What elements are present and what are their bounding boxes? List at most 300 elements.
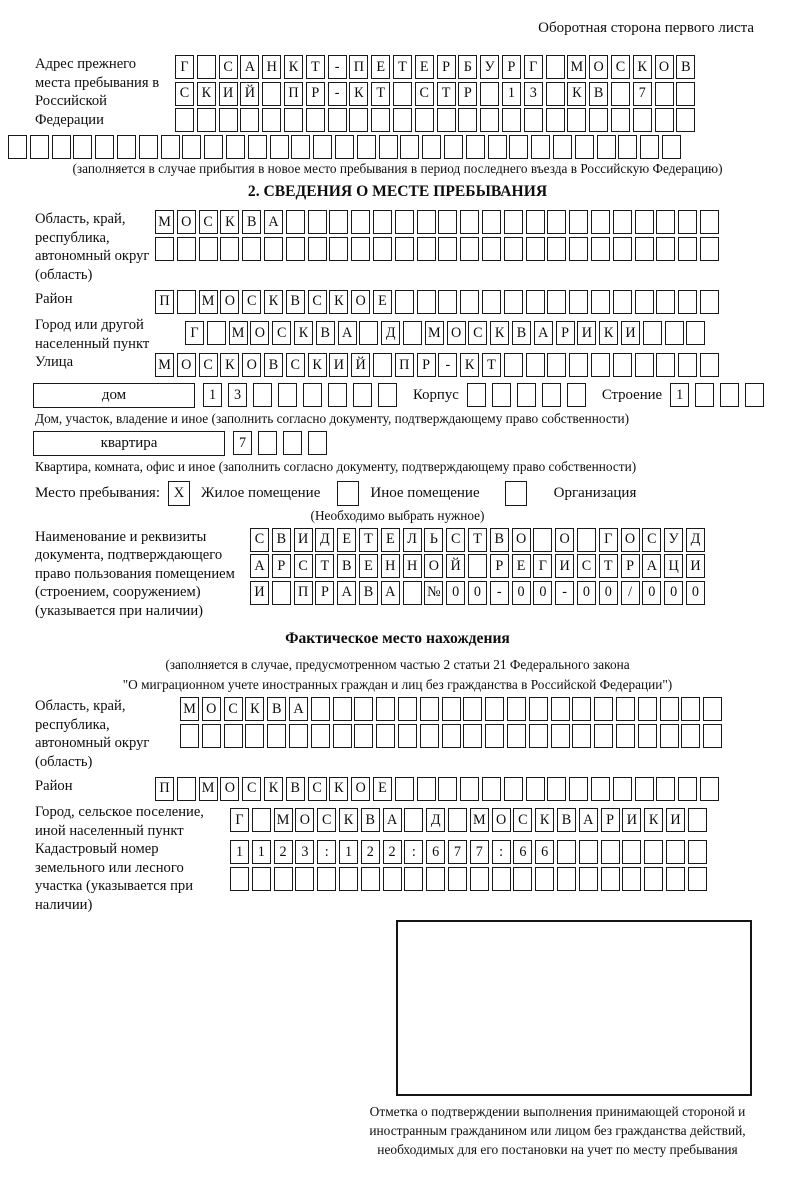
char-box[interactable] [278,383,297,407]
char-box[interactable]: П [294,581,313,605]
char-box[interactable] [591,777,610,801]
char-box[interactable]: О [512,528,531,552]
char-box[interactable] [262,82,281,106]
char-box[interactable]: А [534,321,553,345]
char-box[interactable] [361,867,380,891]
char-box[interactable] [438,290,457,314]
char-box[interactable]: С [242,290,261,314]
char-box[interactable] [117,135,136,159]
char-box[interactable] [438,237,457,261]
char-box[interactable] [700,290,719,314]
char-box[interactable] [569,290,588,314]
char-box[interactable] [579,867,598,891]
char-box[interactable] [635,210,654,234]
char-box[interactable] [681,724,700,748]
char-box[interactable] [656,290,675,314]
char-box[interactable]: В [337,554,356,578]
char-box[interactable]: 1 [670,383,689,407]
char-box[interactable] [376,724,395,748]
char-box[interactable]: В [264,353,283,377]
char-box[interactable]: С [219,55,238,79]
char-box[interactable] [52,135,71,159]
char-box[interactable]: К [339,808,358,832]
char-box[interactable]: О [250,321,269,345]
char-box[interactable] [526,210,545,234]
char-box[interactable]: Р [601,808,620,832]
char-box[interactable] [703,724,722,748]
char-box[interactable]: В [267,697,286,721]
char-box[interactable] [546,82,565,106]
char-box[interactable] [504,210,523,234]
char-box[interactable]: М [425,321,444,345]
char-box[interactable] [547,353,566,377]
char-box[interactable]: И [621,321,640,345]
char-box[interactable] [655,82,674,106]
char-box[interactable]: 6 [535,840,554,864]
char-box[interactable] [333,697,352,721]
char-box[interactable]: С [308,777,327,801]
char-box[interactable] [678,353,697,377]
char-box[interactable]: Д [315,528,334,552]
char-box[interactable] [351,210,370,234]
char-box[interactable]: П [349,55,368,79]
char-box[interactable] [245,724,264,748]
char-box[interactable]: Р [621,554,640,578]
char-box[interactable] [572,697,591,721]
char-box[interactable] [656,777,675,801]
char-box[interactable]: 0 [664,581,683,605]
char-box[interactable]: 1 [502,82,521,106]
char-box[interactable] [270,135,289,159]
char-box[interactable] [448,867,467,891]
char-box[interactable]: У [480,55,499,79]
char-box[interactable]: А [289,697,308,721]
char-box[interactable]: С [446,528,465,552]
char-box[interactable] [678,210,697,234]
char-box[interactable] [463,697,482,721]
char-box[interactable]: О [621,528,640,552]
char-box[interactable] [482,777,501,801]
char-box[interactable] [155,237,174,261]
char-box[interactable]: И [686,554,705,578]
char-box[interactable]: А [264,210,283,234]
char-box[interactable] [220,237,239,261]
char-box[interactable]: К [329,290,348,314]
char-box[interactable]: В [242,210,261,234]
char-box[interactable]: М [180,697,199,721]
char-box[interactable] [547,237,566,261]
char-box[interactable]: А [381,581,400,605]
char-box[interactable] [328,108,347,132]
char-box[interactable] [517,383,536,407]
char-box[interactable] [665,321,684,345]
char-box[interactable]: 6 [513,840,532,864]
char-box[interactable] [700,353,719,377]
char-box[interactable] [139,135,158,159]
char-box[interactable]: С [317,808,336,832]
char-box[interactable]: Ц [664,554,683,578]
char-box[interactable] [618,135,637,159]
char-box[interactable]: Р [490,554,509,578]
char-box[interactable]: Р [306,82,325,106]
char-box[interactable]: К [197,82,216,106]
char-box[interactable] [535,867,554,891]
char-box[interactable]: А [337,581,356,605]
char-box[interactable] [197,55,216,79]
char-box[interactable] [438,777,457,801]
char-box[interactable] [542,383,561,407]
char-box[interactable] [333,724,352,748]
char-box[interactable]: Д [686,528,705,552]
char-box[interactable] [438,210,457,234]
char-box[interactable]: Д [426,808,445,832]
char-box[interactable]: В [359,581,378,605]
char-box[interactable] [695,383,714,407]
char-box[interactable]: Р [437,55,456,79]
char-box[interactable] [703,697,722,721]
char-box[interactable] [553,135,572,159]
char-box[interactable] [415,108,434,132]
char-box[interactable] [635,237,654,261]
char-box[interactable]: Ь [424,528,443,552]
char-box[interactable] [688,808,707,832]
char-box[interactable] [686,321,705,345]
char-box[interactable] [311,724,330,748]
char-box[interactable] [417,210,436,234]
char-box[interactable] [393,82,412,106]
char-box[interactable] [504,290,523,314]
char-box[interactable] [502,108,521,132]
char-box[interactable]: В [286,290,305,314]
char-box[interactable] [303,383,322,407]
char-box[interactable]: Т [599,554,618,578]
char-box[interactable] [662,135,681,159]
char-box[interactable] [379,135,398,159]
char-box[interactable]: К [567,82,586,106]
char-box[interactable] [376,697,395,721]
char-box[interactable]: К [308,353,327,377]
char-box[interactable]: Д [381,321,400,345]
char-box[interactable] [242,237,261,261]
char-box[interactable] [480,108,499,132]
char-box[interactable] [529,697,548,721]
char-box[interactable] [569,353,588,377]
char-box[interactable] [616,724,635,748]
char-box[interactable] [224,724,243,748]
char-box[interactable]: Й [351,353,370,377]
char-box[interactable]: О [555,528,574,552]
char-box[interactable] [258,431,277,455]
char-box[interactable] [546,108,565,132]
char-box[interactable]: 2 [274,840,293,864]
char-box[interactable]: Н [381,554,400,578]
char-box[interactable] [656,353,675,377]
char-box[interactable] [504,353,523,377]
char-box[interactable] [373,353,392,377]
char-box[interactable]: 0 [468,581,487,605]
char-box[interactable] [262,108,281,132]
char-box[interactable] [354,724,373,748]
char-box[interactable] [289,724,308,748]
char-box[interactable] [420,724,439,748]
char-box[interactable] [272,581,291,605]
char-box[interactable] [504,237,523,261]
other-premises-checkbox[interactable] [337,481,359,506]
residential-checkbox[interactable]: X [168,481,190,506]
char-box[interactable]: К [264,290,283,314]
char-box[interactable] [437,108,456,132]
char-box[interactable] [313,135,332,159]
char-box[interactable] [551,724,570,748]
char-box[interactable]: О [202,697,221,721]
char-box[interactable] [460,290,479,314]
char-box[interactable]: И [219,82,238,106]
char-box[interactable] [248,135,267,159]
char-box[interactable]: О [177,210,196,234]
char-box[interactable] [700,237,719,261]
char-box[interactable] [308,210,327,234]
char-box[interactable]: М [567,55,586,79]
char-box[interactable]: С [294,554,313,578]
char-box[interactable] [666,840,685,864]
char-box[interactable] [335,135,354,159]
char-box[interactable] [353,383,372,407]
char-box[interactable]: П [395,353,414,377]
char-box[interactable] [442,724,461,748]
char-box[interactable] [199,237,218,261]
char-box[interactable] [230,867,249,891]
char-box[interactable]: М [155,353,174,377]
char-box[interactable] [688,867,707,891]
char-box[interactable] [252,867,271,891]
char-box[interactable] [177,777,196,801]
char-box[interactable] [482,210,501,234]
char-box[interactable] [613,777,632,801]
char-box[interactable]: С [415,82,434,106]
char-box[interactable] [395,777,414,801]
char-box[interactable] [349,108,368,132]
char-box[interactable] [485,724,504,748]
char-box[interactable] [577,528,596,552]
char-box[interactable] [678,237,697,261]
char-box[interactable] [616,697,635,721]
char-box[interactable]: : [404,840,423,864]
char-box[interactable] [395,237,414,261]
char-box[interactable]: И [666,808,685,832]
char-box[interactable]: О [295,808,314,832]
char-box[interactable]: О [589,55,608,79]
char-box[interactable]: О [351,290,370,314]
char-box[interactable] [252,808,271,832]
char-box[interactable] [306,108,325,132]
char-box[interactable]: Й [240,82,259,106]
char-box[interactable] [572,724,591,748]
char-box[interactable]: С [199,210,218,234]
char-box[interactable] [613,290,632,314]
char-box[interactable]: И [294,528,313,552]
char-box[interactable] [635,353,654,377]
char-box[interactable]: С [286,353,305,377]
char-box[interactable]: У [664,528,683,552]
char-box[interactable]: 7 [448,840,467,864]
char-box[interactable]: Р [556,321,575,345]
char-box[interactable] [507,724,526,748]
char-box[interactable]: И [622,808,641,832]
char-box[interactable] [202,724,221,748]
char-box[interactable] [492,383,511,407]
char-box[interactable]: Е [373,290,392,314]
char-box[interactable]: К [644,808,663,832]
char-box[interactable]: С [642,528,661,552]
char-box[interactable]: М [274,808,293,832]
char-box[interactable]: - [555,581,574,605]
char-box[interactable]: Е [373,777,392,801]
char-box[interactable]: К [284,55,303,79]
char-box[interactable]: 1 [230,840,249,864]
char-box[interactable] [567,383,586,407]
char-box[interactable] [678,290,697,314]
char-box[interactable] [204,135,223,159]
char-box[interactable] [507,697,526,721]
char-box[interactable] [403,321,422,345]
char-box[interactable] [274,867,293,891]
char-box[interactable] [644,840,663,864]
char-box[interactable]: К [490,321,509,345]
char-box[interactable]: С [175,82,194,106]
char-box[interactable]: Т [306,55,325,79]
char-box[interactable]: К [349,82,368,106]
char-box[interactable]: 0 [642,581,661,605]
char-box[interactable] [177,290,196,314]
char-box[interactable]: В [272,528,291,552]
char-box[interactable]: А [250,554,269,578]
char-box[interactable]: : [317,840,336,864]
char-box[interactable]: В [512,321,531,345]
char-box[interactable]: А [383,808,402,832]
char-box[interactable] [378,383,397,407]
char-box[interactable]: Е [359,554,378,578]
char-box[interactable] [666,867,685,891]
char-box[interactable]: М [155,210,174,234]
char-box[interactable]: 0 [599,581,618,605]
char-box[interactable] [611,82,630,106]
char-box[interactable] [700,210,719,234]
char-box[interactable] [403,581,422,605]
char-box[interactable] [329,210,348,234]
char-box[interactable]: И [250,581,269,605]
char-box[interactable] [161,135,180,159]
char-box[interactable] [482,237,501,261]
char-box[interactable]: В [490,528,509,552]
char-box[interactable] [551,697,570,721]
char-box[interactable]: Р [315,581,334,605]
char-box[interactable] [638,697,657,721]
char-box[interactable]: И [555,554,574,578]
char-box[interactable]: С [250,528,269,552]
char-box[interactable] [482,290,501,314]
char-box[interactable] [681,697,700,721]
char-box[interactable]: Р [272,554,291,578]
char-box[interactable] [420,697,439,721]
char-box[interactable] [678,777,697,801]
char-box[interactable] [745,383,764,407]
char-box[interactable] [635,290,654,314]
char-box[interactable]: 1 [252,840,271,864]
char-box[interactable] [676,82,695,106]
char-box[interactable] [395,290,414,314]
char-box[interactable] [393,108,412,132]
char-box[interactable] [633,108,652,132]
char-box[interactable] [404,808,423,832]
char-box[interactable]: 1 [203,383,222,407]
char-box[interactable] [286,237,305,261]
char-box[interactable] [267,724,286,748]
char-box[interactable]: Е [337,528,356,552]
char-box[interactable] [509,135,528,159]
char-box[interactable] [197,108,216,132]
char-box[interactable] [371,108,390,132]
char-box[interactable]: Р [502,55,521,79]
char-box[interactable] [688,840,707,864]
char-box[interactable]: А [338,321,357,345]
char-box[interactable] [526,353,545,377]
char-box[interactable] [622,840,641,864]
char-box[interactable] [488,135,507,159]
char-box[interactable]: О [424,554,443,578]
char-box[interactable] [613,237,632,261]
char-box[interactable]: В [557,808,576,832]
organization-checkbox[interactable] [505,481,527,506]
char-box[interactable]: - [328,55,347,79]
char-box[interactable]: М [199,290,218,314]
char-box[interactable]: П [155,777,174,801]
char-box[interactable] [354,697,373,721]
char-box[interactable] [264,237,283,261]
char-box[interactable] [660,697,679,721]
char-box[interactable] [291,135,310,159]
char-box[interactable] [597,135,616,159]
char-box[interactable] [404,867,423,891]
char-box[interactable]: Т [393,55,412,79]
char-box[interactable]: К [264,777,283,801]
char-box[interactable]: М [470,808,489,832]
char-box[interactable]: О [655,55,674,79]
char-box[interactable]: П [155,290,174,314]
char-box[interactable]: О [242,353,261,377]
char-box[interactable] [417,290,436,314]
char-box[interactable]: С [308,290,327,314]
char-box[interactable]: К [460,353,479,377]
char-box[interactable] [622,867,641,891]
char-box[interactable] [460,777,479,801]
char-box[interactable] [601,867,620,891]
char-box[interactable]: Е [512,554,531,578]
char-box[interactable]: Т [359,528,378,552]
char-box[interactable] [339,867,358,891]
char-box[interactable] [417,237,436,261]
char-box[interactable]: В [316,321,335,345]
char-box[interactable] [513,867,532,891]
char-box[interactable] [398,724,417,748]
char-box[interactable]: 0 [686,581,705,605]
char-box[interactable]: - [490,581,509,605]
char-box[interactable]: Т [371,82,390,106]
char-box[interactable] [591,290,610,314]
char-box[interactable] [720,383,739,407]
char-box[interactable] [240,108,259,132]
char-box[interactable]: В [361,808,380,832]
char-box[interactable]: С [513,808,532,832]
